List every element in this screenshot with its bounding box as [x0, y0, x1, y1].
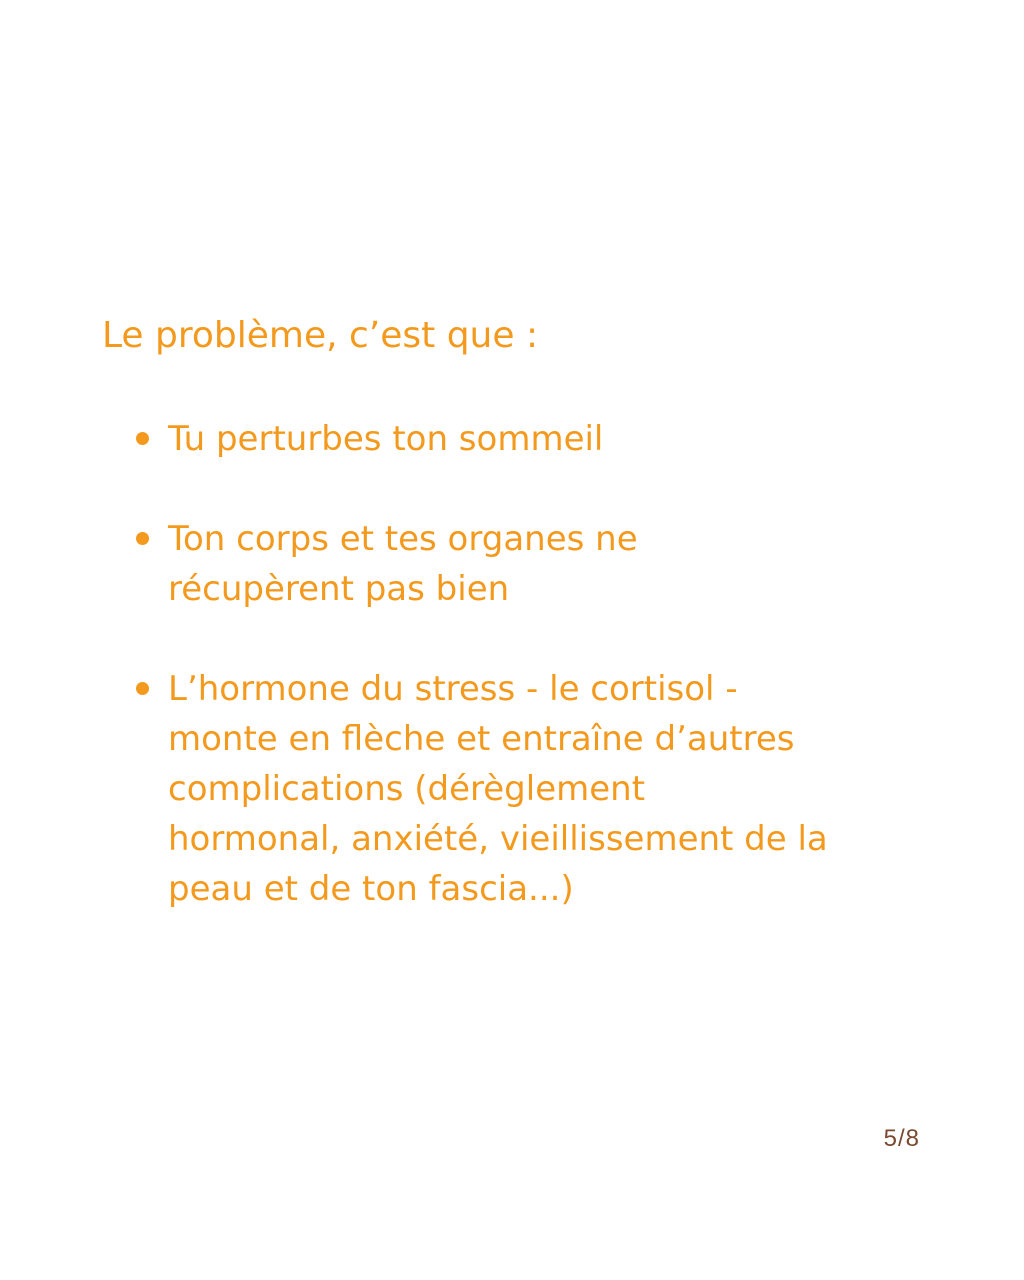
- list-item: [130, 514, 930, 614]
- page-number: 5/8: [883, 1125, 920, 1152]
- bullet-dot-icon: [136, 682, 149, 695]
- list-item: [130, 664, 930, 914]
- bullet-text: Tu perturbes ton sommeil: [168, 419, 604, 459]
- bullet-list: [130, 414, 930, 964]
- list-item: [130, 414, 930, 464]
- bullet-dot-icon: [136, 432, 149, 445]
- bullet-text: Ton corps et tes organes ne récupèrent pas bien: [168, 519, 638, 609]
- bullet-dot-icon: [136, 532, 149, 545]
- bullet-text: L’hormone du stress - le cortisol - monte en flèche et entraîne d’autres complications (dérèglement hormonal, anxiété, vieillissement de la peau et de ton fascia...): [168, 669, 828, 909]
- intro-heading: Le problème, c’est que :: [102, 315, 539, 356]
